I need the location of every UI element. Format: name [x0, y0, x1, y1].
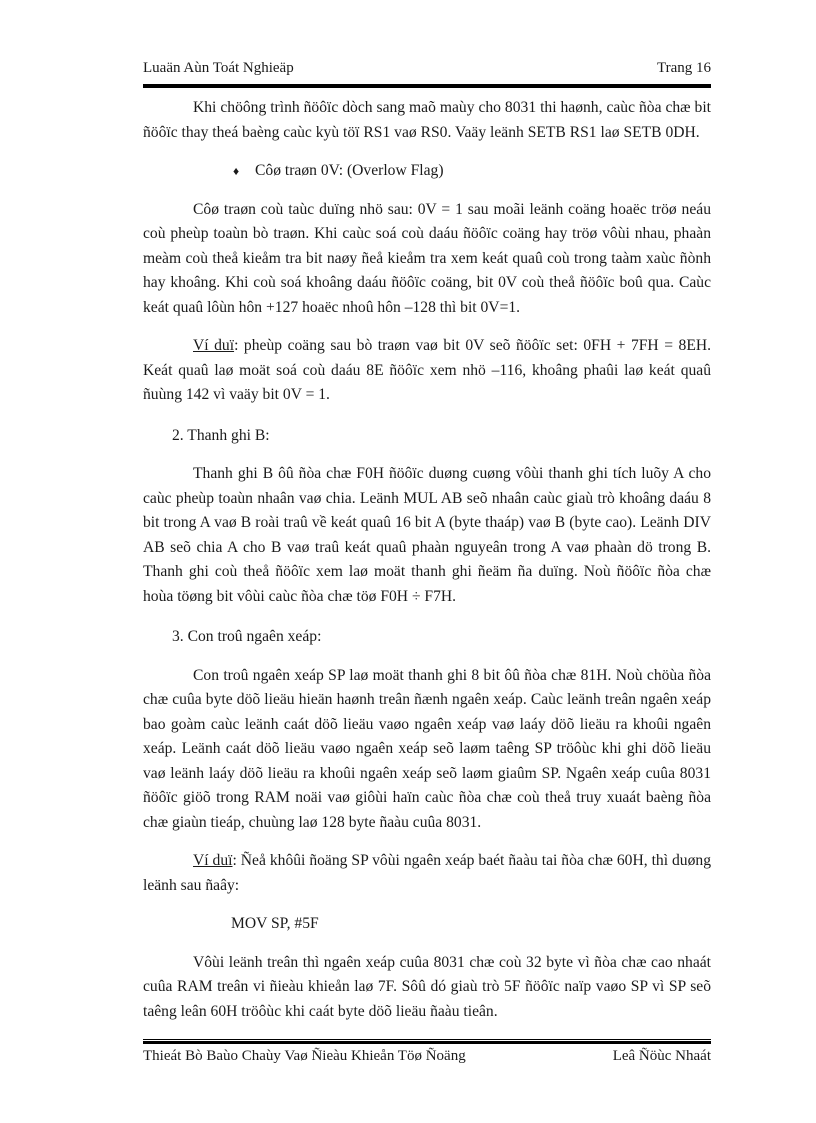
example-text: : Ñeå khôûi ñoäng SP vôùi ngaên xeáp baét ñaàu tai ñòa chæ 60H, thì duøng leänh sau ñaây:: [143, 852, 711, 894]
section-heading: 2. Thanh ghi B:: [172, 426, 270, 444]
page-header: [143, 60, 711, 82]
section-heading: 3. Con troû ngaên xeáp:: [172, 628, 322, 645]
paragraph: Côø traøn coù taùc duïng nhö sau: 0V = 1 sau moãi leänh coäng hoaëc tröø neáu coù pheùp toaùn bò traøn. Khi caùc soá coù daáu ñöôïc coäng hay tröø vôùi nhau, phaàn meàm coù theå kieåm tra bit naøy ñeå kieåm tra xem keát quaû coù trong taàm xaùc ñònh hay khoâng. Khi coù soá khoâng daáu ñöôïc coäng, bit 0V coù theå ñöôïc boû qua. Caùc keát quaû lôùn hôn +127 hoaëc nhoû hôn –128 thì bit 0V=1.: [143, 200, 711, 316]
example-paragraph: [143, 334, 711, 408]
footer-author: Leâ Ñöùc Nhaát: [612, 1048, 711, 1064]
paragraph: Con troû ngaên xeáp SP laø moät thanh ghi 8 bit ôû ñòa chæ 81H. Noù chöùa ñòa chæ cuûa byte döõ lieäu hieän haønh treân ñænh ngaên xeáp. Caùc leänh treân ngaên xeáp bao goàm caùc leänh caát döõ lieäu vaøo ngaên xeáp vaø laáy döõ lieäu ra khoûi ngaên xeáp. Leänh caát döõ lieäu vaøo ngaên xeáp seõ laøm taêng SP tröôùc khi ghi döõ lieäu vaø leänh laáy döõ lieäu ra khoûi ngaên xeáp seõ laøm giaûm SP. Ngaên xeáp cuûa 8031 ñöôïc giöõ trong RAM noäi vaø giôùi haïn caùc ñòa chæ coù theå truy xuaát baèng ñòa chæ giaùn tieáp, chuùng laø 128 byte ñaàu cuûa 8031.: [143, 666, 711, 831]
header-title: Luaän Aùn Toát Nghieäp: [143, 60, 294, 76]
page-footer: [143, 1048, 711, 1070]
diamond-bullet-icon: ♦: [233, 164, 240, 178]
code-line: MOV SP, #5F: [231, 915, 319, 932]
header-rule: [143, 84, 711, 88]
bullet-item: [143, 159, 711, 184]
example-paragraph: [143, 849, 711, 898]
footer-rule: [143, 1039, 711, 1044]
page-body: [143, 96, 711, 1024]
page-number: Trang 16: [656, 60, 711, 76]
bullet-text: Côø traøn 0V: (Overlow Flag): [255, 162, 444, 179]
example-label: Ví duï: [193, 337, 235, 354]
paragraph: Vôùi leänh treân thì ngaên xeáp cuûa 8031 chæ coù 32 byte vì ñòa chæ cao nhaát cuûa RAM treân vi ñieàu khieån laø 7F. Sôû dó giaù trò 5F ñöôïc naïp vaøo SP vì SP seõ taêng leân 60H tröôùc khi caát byte döõ lieäu ñaàu tieân.: [143, 953, 711, 1020]
paragraph: Khi chöông trình ñöôïc dòch sang maõ maùy cho 8031 thi haønh, caùc ñòa chæ bit ñöôïc thay theá baèng caùc kyù töï RS1 vaø RS0. Vaäy leänh SETB RS1 laø SETB 0DH.: [143, 99, 711, 141]
footer-title: Thieát Bò Baùo Chaùy Vaø Ñieàu Khieån Töø Ñoäng: [143, 1048, 466, 1064]
example-text: : pheùp coäng sau bò traøn vaø bit 0V seõ ñöôïc set: 0FH + 7FH = 8EH. Keát quaû laø moät soá coù daáu 8E ñöôïc xem nhö –116, khoâng phaûi laø keát quaû ñuùng 142 vì vaäy bit 0V = 1.: [143, 337, 712, 403]
example-label: Ví duï: [193, 852, 233, 869]
paragraph: Thanh ghi B ôû ñòa chæ F0H ñöôïc duøng cuøng vôùi thanh ghi tích luõy A cho caùc pheùp toaùn nhaân vaø chia. Leänh MUL AB seõ nhaân caùc giaù trò khoâng daáu 8 bit trong A vaø B roài traû về keát quaû 16 bit A (byte thaáp) vaø B (byte cao). Leänh DIV AB seõ chia A cho B vaø traû keát quaû phaàn nguyeân trong A vaø phaàn dö trong B. Thanh ghi coù theå ñöôïc xem laø moät thanh ghi ñeäm ña duïng. Noù ñöôïc ñòa chæ hoùa töøng bit vôùi caùc ñòa chæ töø F0H ÷ F7H.: [143, 465, 711, 605]
